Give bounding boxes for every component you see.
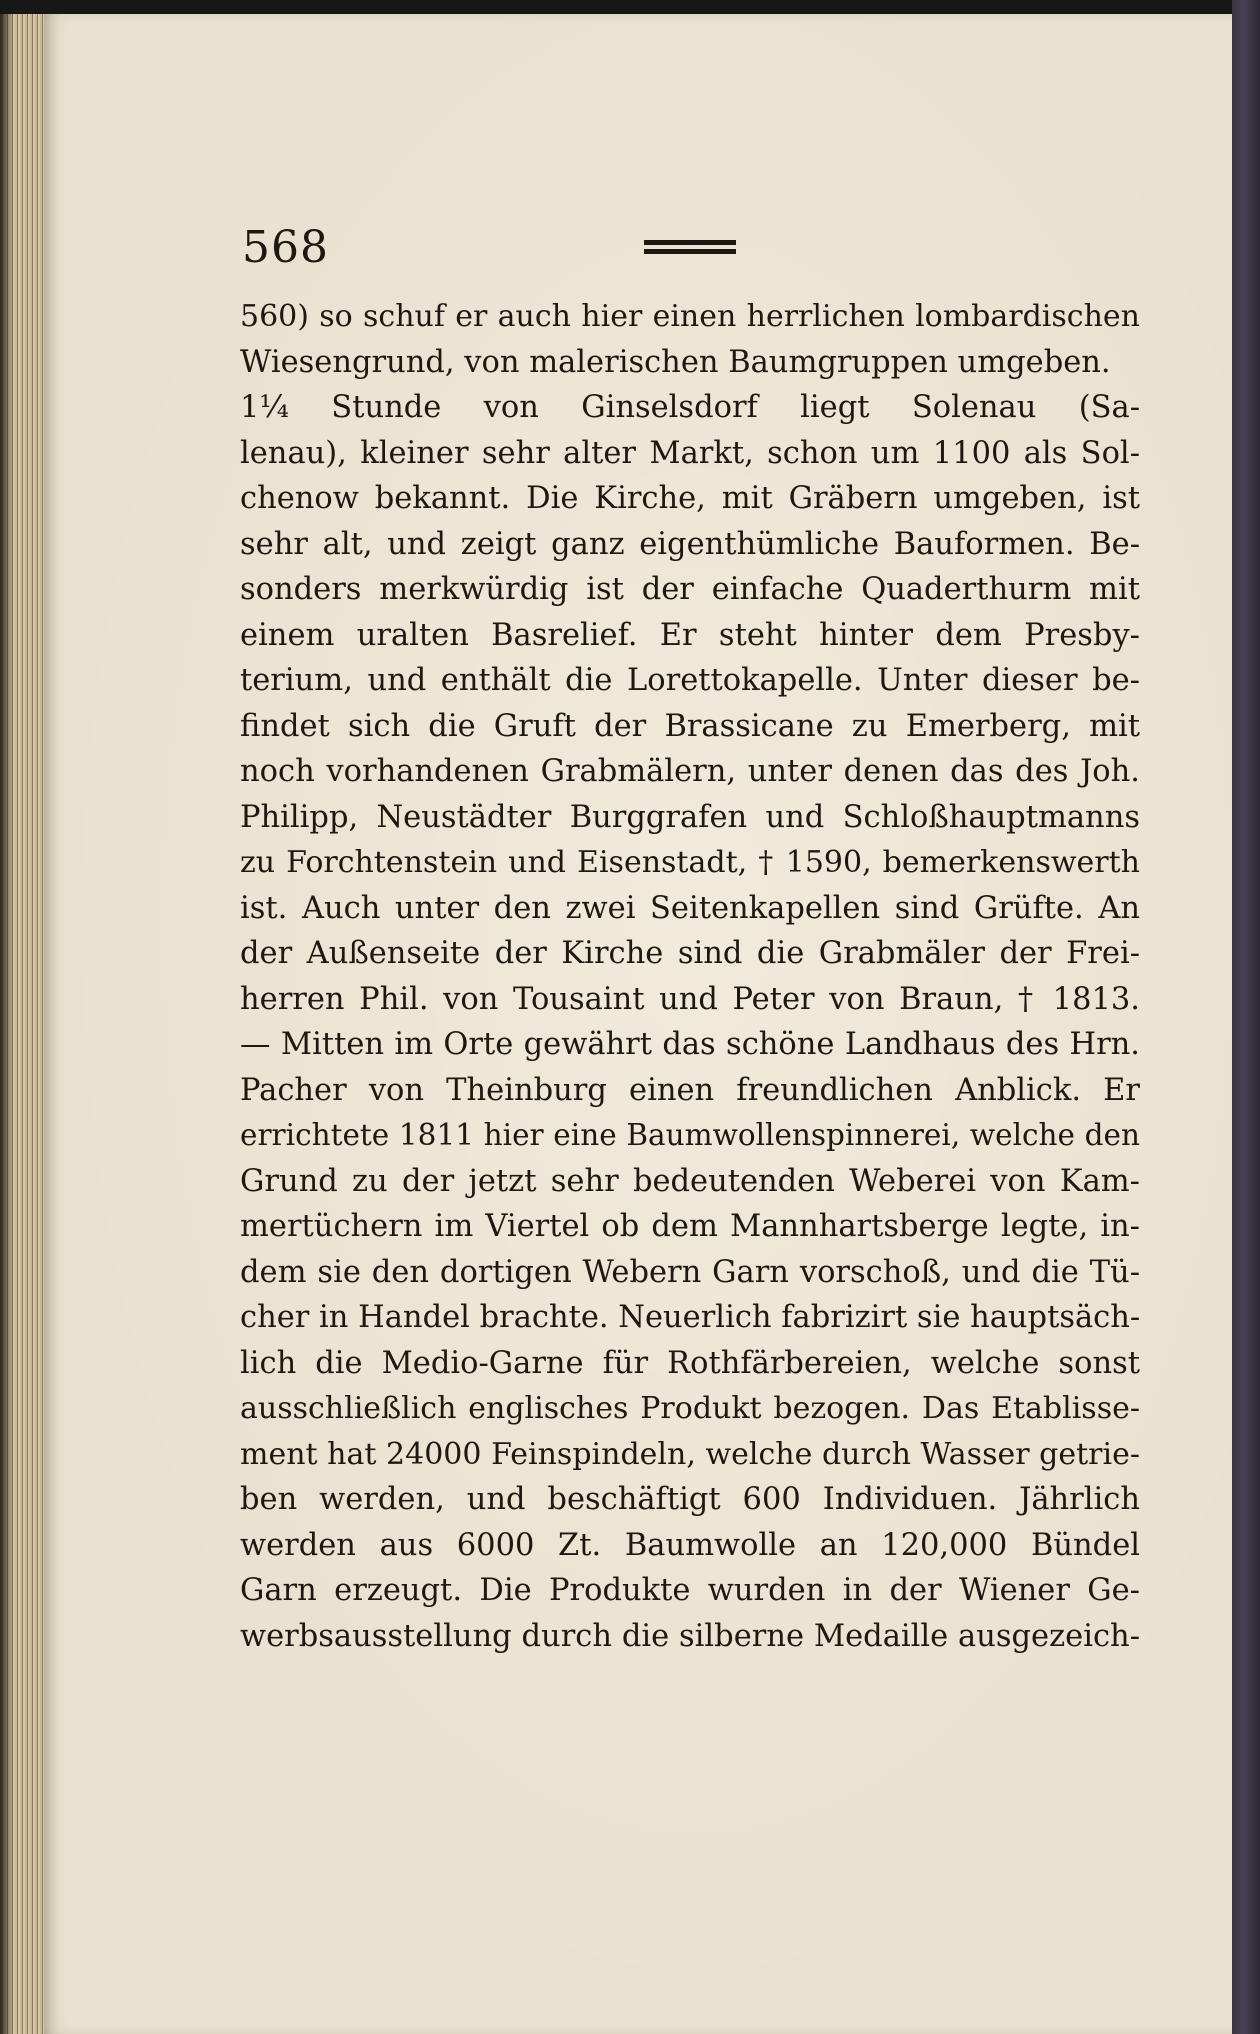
text-line: ment hat 24000 Feinspindeln, welche durch Wasser getrie- xyxy=(240,1436,1140,1472)
text-line: cher in Handel brachte. Neuerlich fabrizirt sie hauptsäch- xyxy=(240,1300,1141,1335)
text-line: sehr alt, und zeigt ganz eigenthümliche Bauformen. Be- xyxy=(240,526,1140,562)
text-line: errichtete 1811 hier eine Baumwollenspinnerei, welche den xyxy=(240,1118,1140,1152)
text-line: findet sich die Gruft der Brassicane zu Emerberg, mit xyxy=(240,708,1140,744)
text-line: Grund zu der jetzt sehr bedeutenden Weberei von Kam- xyxy=(240,1163,1140,1199)
text-line: terium, und enthält die Lorettokapelle. Unter dieser be- xyxy=(240,663,1140,698)
text-line: noch vorhandenen Grabmälern, unter denen das des Joh. xyxy=(240,754,1140,789)
text-line: werden aus 6000 Zt. Baumwolle an 120,000 Bündel xyxy=(240,1527,1140,1563)
text-line: mertüchern im Viertel ob dem Mannhartsberge legte, in- xyxy=(240,1209,1140,1244)
text-line: — Mitten im Orte gewährt das schöne Landhaus des Hrn. xyxy=(240,1027,1140,1062)
page-number: 568 xyxy=(242,222,329,273)
text-line: ausschließlich englisches Produkt bezogen. Das Etablisse- xyxy=(240,1391,1140,1426)
text-line: herren Phil. von Tousaint und Peter von Braun, † 1813. xyxy=(240,981,1140,1017)
text-line: dem sie den dortigen Webern Garn vorschoß, und die Tü- xyxy=(240,1254,1140,1290)
text-line: Pacher von Theinburg einen freundlichen Anblick. Er xyxy=(240,1072,1140,1108)
text-line: lenau), kleiner sehr alter Markt, schon um 1100 als Sol- xyxy=(240,435,1140,471)
top-binding-strip xyxy=(0,0,1260,14)
text-line: einem uralten Basrelief. Er steht hinter dem Presby- xyxy=(240,617,1140,653)
text-line: Philipp, Neustädter Burggrafen und Schloßhauptmanns xyxy=(240,799,1140,835)
text-line: zu Forchtenstein und Eisenstadt, † 1590, bemerkenswerth xyxy=(240,845,1140,880)
text-line: chenow bekannt. Die Kirche, mit Gräbern umgeben, ist xyxy=(240,481,1140,516)
text-line: 1¼ Stunde von Ginselsdorf liegt Solenau (Sa- xyxy=(240,390,1140,425)
text-line: Wiesengrund, von malerischen Baumgruppen umgeben. xyxy=(240,344,1111,380)
text-line: Garn erzeugt. Die Produkte wurden in der Wiener Ge- xyxy=(240,1573,1140,1608)
page-stack-edges xyxy=(0,14,50,2034)
text-line: ist. Auch unter den zwei Seitenkapellen sind Grüfte. An xyxy=(240,890,1140,926)
page-header xyxy=(242,222,1138,272)
text-line: 560) so schuf er auch hier einen herrlichen lombardischen xyxy=(240,299,1140,334)
text-line: lich die Medio-Garne für Rothfärbereien, welche sonst xyxy=(240,1345,1140,1381)
text-line: ben werden, und beschäftigt 600 Individuen. Jährlich xyxy=(240,1482,1140,1517)
text-line: sonders merkwürdig ist der einfache Quaderthurm mit xyxy=(240,572,1140,607)
body-text xyxy=(240,294,1140,1659)
text-line: werbsausstellung durch die silberne Medaille ausgezeich- xyxy=(240,1618,1140,1654)
cover-board-edge xyxy=(1232,0,1260,2034)
text-line: der Außenseite der Kirche sind die Grabmäler der Frei- xyxy=(240,936,1140,971)
header-rule-ornament xyxy=(644,240,736,254)
